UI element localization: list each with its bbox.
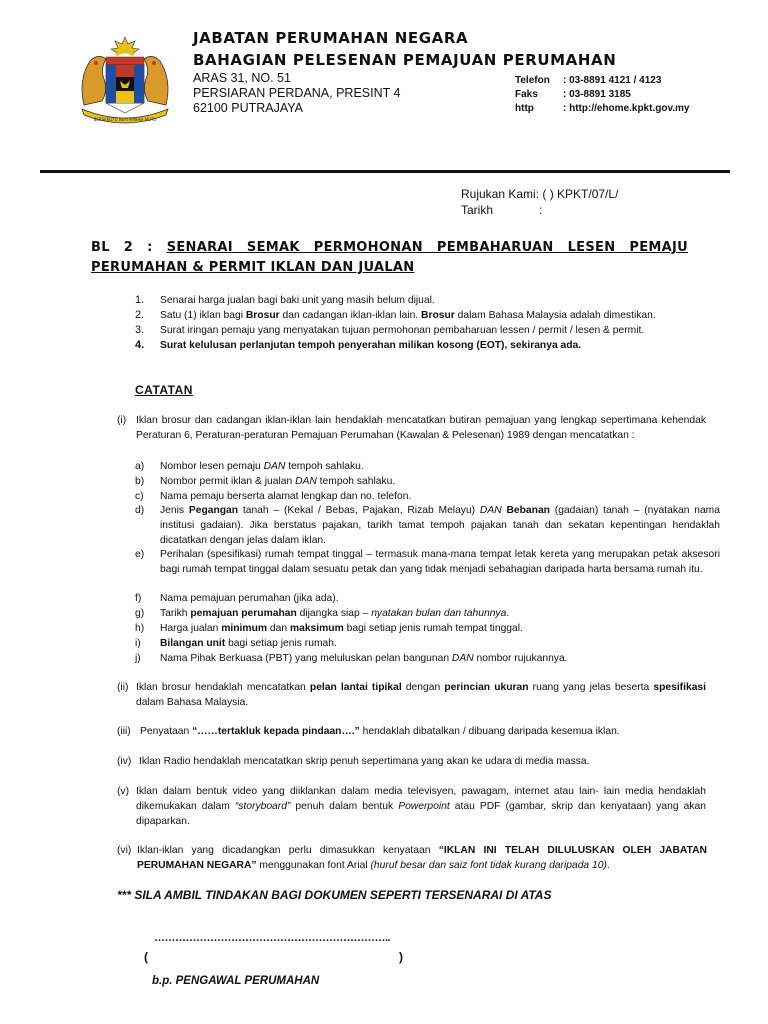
close-parenthesis: ): [399, 950, 403, 964]
checklist-number: 4.: [135, 339, 145, 351]
checklist-item: Surat iringan pemaju yang menyatakan tujuan permohonan pembaharuan lessen / permit / lesen & permit.: [160, 325, 645, 336]
note-marker: (i): [117, 415, 127, 426]
contact-value[interactable]: : http://ehome.kpkt.gov.my: [563, 103, 690, 114]
contact-label: Faks: [515, 89, 538, 100]
signature-line: …………………………………………………………..: [154, 932, 391, 944]
contact-label: Telefon: [515, 75, 550, 86]
date-value: :: [539, 203, 543, 217]
contact-label: http: [515, 103, 534, 114]
address-line-1: ARAS 31, NO. 51: [193, 71, 291, 85]
checklist-item: Satu (1) iklan bagi Brosur dan cadangan iklan-iklan lain. Brosur dalam Bahasa Malaysia adalah dimestikan.: [160, 310, 656, 321]
contact-value: : 03-8891 4121 / 4123: [563, 75, 662, 86]
contact-telefon: [515, 75, 661, 86]
action-instruction: *** SILA AMBIL TINDAKAN BAGI DOKUMEN SEPERTI TERSENARAI DI ATAS: [117, 888, 552, 902]
address-line-3: 62100 PUTRAJAYA: [193, 101, 304, 115]
header-divider: [40, 170, 730, 173]
crest-motto: BERSEKUTU BERTAMBAH MUTU: [93, 117, 157, 122]
checklist-number: 1.: [135, 294, 145, 306]
checklist-number: 2.: [135, 309, 145, 321]
reference-label: Rujukan Kami: [461, 187, 536, 201]
checklist-number: 3.: [135, 324, 145, 336]
date-label: Tarikh: [461, 203, 494, 217]
address-line-2: PERSIARAN PERDANA, PRESINT 4: [193, 86, 401, 100]
checklist-item: Surat kelulusan perlanjutan tempoh penyerahan milikan kosong (EOT), sekiranya ada.: [160, 340, 582, 351]
title-text: SENARAI SEMAK PERMOHONAN PEMBAHARUAN LESEN PEMAJU PERUMAHAN & PERMIT IKLAN DAN JUALAN: [91, 240, 689, 275]
document-title: [91, 238, 688, 278]
agency-name: JABATAN PERUMAHAN NEGARA: [193, 29, 469, 47]
reference-date: [461, 203, 542, 217]
signer-title: b.p. PENGAWAL PERUMAHAN: [152, 975, 320, 987]
contact-value: : 03-8891 3185: [563, 89, 631, 100]
note-text: Iklan brosur dan cadangan iklan-iklan lain hendaklah mencatatkan butiran pemajuan yang lengkap sepertimana kehendak Peraturan 6, Peraturan-peraturan Pemajuan Perumahan (Kawalan & Pelesenan) 1989 dengan mencatatkan :: [136, 415, 706, 441]
reference-value: : ( ) KPKT/07/L/: [535, 187, 619, 201]
contact-http: [515, 103, 690, 114]
reference-number: [461, 187, 618, 201]
contact-faks: [515, 89, 631, 100]
notes-heading: CATATAN: [135, 383, 193, 397]
open-parenthesis: (: [144, 950, 148, 964]
checklist-item: Senarai harga jualan bagi baki unit yang masih belum dijual.: [160, 295, 435, 306]
government-crest-logo: [76, 35, 174, 125]
division-name: BAHAGIAN PELESENAN PEMAJUAN PERUMAHAN: [193, 51, 617, 69]
title-code: BL 2 :: [91, 240, 167, 255]
